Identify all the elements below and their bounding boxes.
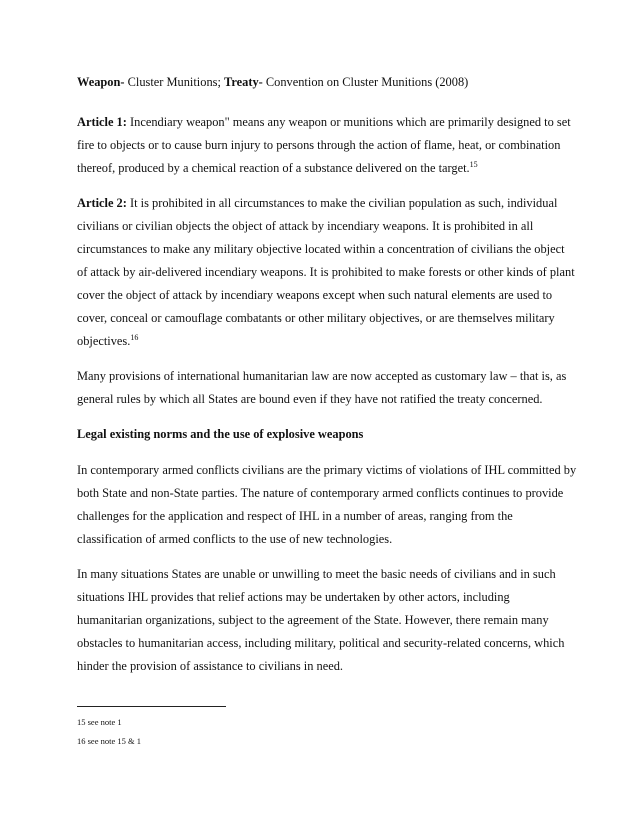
footnotes xyxy=(77,713,141,751)
weapon-treaty-line xyxy=(77,71,577,94)
footnote-separator xyxy=(77,706,226,707)
footnote-15: 15 see note 1 xyxy=(77,717,122,727)
article-1-text: Incendiary weapon" means any weapon or munitions which are primarily designed to set fire to objects or to cause burn injury to persons through the action of flame, heat, or combination thereof, produced by a chemical reaction of a substance delivered on the target. xyxy=(77,115,571,175)
section-heading: Legal existing norms and the use of explosive weapons xyxy=(77,427,364,441)
article-1-paragraph xyxy=(77,111,577,180)
armed-conflicts-paragraph: In contemporary armed conflicts civilians are the primary victims of violations of IHL committed by both State and non-State parties. The nature of contemporary armed conflicts continues to provide challenges for the application and respect of IHL in a number of areas, ranging from the classification of armed conflicts to the use of new technologies. xyxy=(77,463,577,546)
article-2-paragraph xyxy=(77,192,577,353)
footnote-ref-16: 16 xyxy=(130,332,139,342)
article-2-label: Article 2: xyxy=(77,196,127,210)
customary-law-paragraph: Many provisions of international humanitarian law are now accepted as customary law – that is, as general rules by which all States are bound even if they have not ratified the treaty concerned. xyxy=(77,369,567,406)
weapon-label: Weapon- xyxy=(77,75,125,89)
body-text xyxy=(77,71,577,690)
article-1-label: Article 1: xyxy=(77,115,127,129)
treaty-label: Treaty- xyxy=(224,75,263,89)
footnote-ref-15: 15 xyxy=(469,159,478,169)
treaty-value: Convention on Cluster Munitions (2008) xyxy=(265,75,469,89)
footnote-16: 16 see note 15 & 1 xyxy=(77,736,141,746)
article-2-text: It is prohibited in all circumstances to make the civilian population as such, individual civilians or civilian objects the object of attack by incendiary weapons. It is prohibited in all circumstances to make any military objective located within a concentration of civilians the object of attack by air-delivered incendiary weapons. It is prohibited to make forests or other kinds of plant cover the object of attack by incendiary weapons except when such natural elements are used to cover, conceal or camouflage combatants or other military objectives, or are themselves military objectives. xyxy=(77,196,575,348)
weapon-value: Cluster Munitions; xyxy=(127,75,221,89)
relief-actions-paragraph: In many situations States are unable or unwilling to meet the basic needs of civilians and in such situations IHL provides that relief actions may be undertaken by other actors, including humanitarian organizations, subject to the agreement of the State. However, there remain many obstacles to humanitarian access, including military, political and security-related concerns, which hinder the provision of assistance to civilians in need. xyxy=(77,567,565,673)
